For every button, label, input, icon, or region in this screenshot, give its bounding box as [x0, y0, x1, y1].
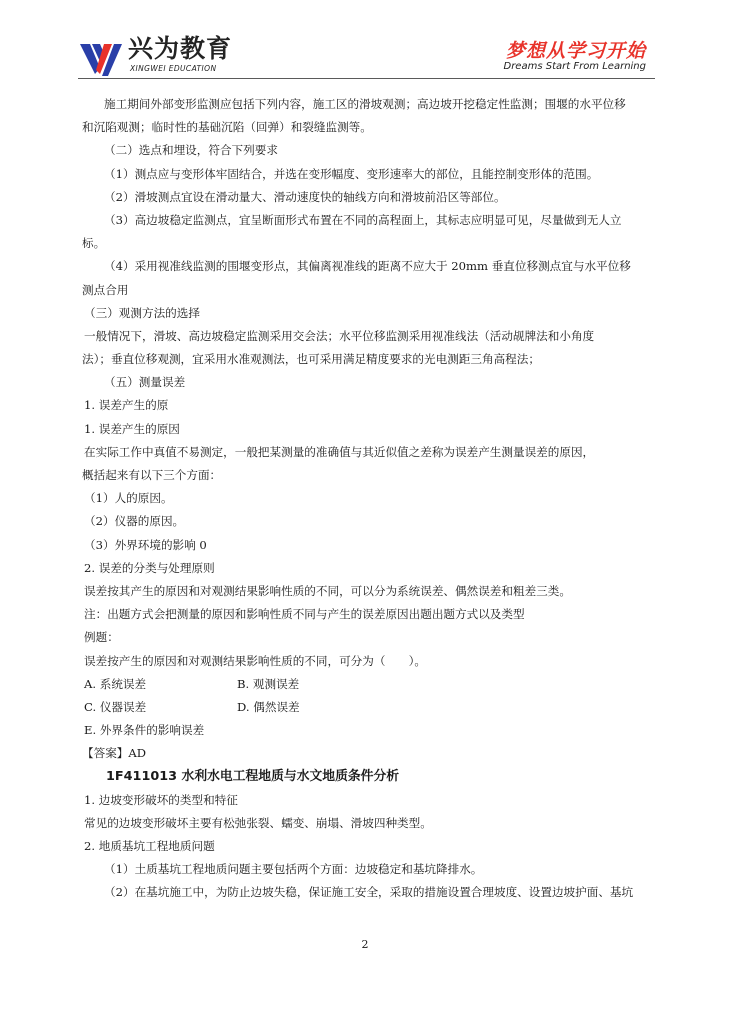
paragraph-line: 一般情况下，滑坡、高边坡稳定监测采用交会法；水平位移监测采用视准线法（活动觇牌法和小角度	[84, 328, 595, 343]
document-body	[82, 93, 658, 905]
brand-name-en: XINGWEI EDUCATION	[130, 64, 217, 73]
paragraph-line: 2. 误差的分类与处理原则	[84, 560, 215, 575]
option-a: A. 系统误差	[84, 676, 147, 691]
page-number: 2	[361, 938, 369, 951]
paragraph-line: 测点合用	[82, 282, 129, 297]
option-row	[82, 696, 658, 719]
brand-name: 兴为教育	[128, 34, 233, 63]
list-item: （3）外界环境的影响 0	[84, 537, 207, 552]
option-b: B. 观测误差	[237, 676, 300, 691]
paragraph-line: 和沉陷观测；临时性的基础沉陷（回弹）和裂缝监测等。	[82, 120, 372, 135]
paragraph-line: 标。	[82, 236, 106, 251]
paragraph-line: （2）滑坡测点宜设在滑动量大、滑动速度快的轴线方向和滑坡前沿区等部位。	[104, 189, 506, 204]
paragraph-line: 在实际工作中真值不易测定，一般把某测量的准确值与其近似值之差称为误差产生测量误差的原因，	[84, 444, 595, 459]
paragraph-line: 施工期间外部变形监测应包括下列内容，施工区的滑坡观测；高边坡开挖稳定性监测；围堰的水平位移	[104, 97, 626, 111]
paragraph-line: 1. 误差产生的原	[84, 398, 169, 413]
paragraph-line: 误差按其产生的原因和对观测结果影响性质的不同，可以分为系统误差、偶然误差和粗差三类。	[84, 583, 571, 598]
paragraph-line: （2）在基坑施工中，为防止边坡失稳，保证施工安全，采取的措施设置合理坡度、设置边坡护面、基坑	[104, 885, 634, 900]
answer-line: 【答案】AD	[82, 746, 147, 761]
header-divider	[78, 78, 655, 79]
list-item: （2）仪器的原因。	[84, 514, 185, 529]
slogan-en: Dreams Start From Learning	[503, 61, 646, 72]
option-e: E. 外界条件的影响误差	[84, 723, 205, 738]
note-line: 注：出题方式会把测量的原因和影响性质不同与产生的误差原因出题出题方式以及类型	[84, 607, 525, 622]
paragraph-line: 概括起来有以下三个方面：	[82, 468, 222, 482]
option-row	[82, 673, 658, 696]
option-c: C. 仪器误差	[84, 699, 147, 714]
paragraph-line: 常见的边坡变形破坏主要有松弛张裂、蠕变、崩塌、滑坡四种类型。	[84, 815, 432, 830]
list-item: （1）人的原因。	[84, 491, 173, 506]
slogan: 梦想从学习开始	[505, 40, 646, 62]
paragraph-line: （3）高边坡稳定监测点，宜呈断面形式布置在不同的高程面上，其标志应明显可见，尽量做到无人立	[104, 212, 622, 227]
option-d: D. 偶然误差	[237, 699, 300, 714]
paragraph-line: （1）土质基坑工程地质问题主要包括两个方面：边坡稳定和基坑降排水。	[104, 862, 483, 877]
section-heading: （三）观测方法的选择	[84, 305, 200, 320]
page-header	[0, 0, 730, 80]
paragraph-line: 1. 边坡变形破坏的类型和特征	[84, 792, 238, 807]
paragraph-line: 1. 误差产生的原因	[84, 421, 180, 436]
question-line: 误差按产生的原因和对观测结果影响性质的不同，可分为（ ）。	[84, 653, 427, 668]
paragraph-line: （4）采用视准线监测的围堰变形点，其偏离视准线的距离不应大于 20mm 垂直位移测点宜与水平位移	[104, 259, 631, 274]
paragraph-line: 2. 地质基坑工程地质问题	[84, 839, 215, 853]
example-label: 例题：	[84, 630, 119, 645]
xingwei-logo-icon	[78, 38, 124, 78]
chapter-heading: 1F411013 水利水电工程地质与水文地质条件分析	[106, 769, 400, 785]
section-heading: （五）测量误差	[104, 375, 186, 390]
paragraph-line: （1）测点应与变形体牢固结合，并选在变形幅度、变形速率大的部位，且能控制变形体的范围。	[104, 166, 599, 181]
paragraph-line: 法）；垂直位移观测，宜采用水准观测法，也可采用满足精度要求的光电测距三角高程法；	[82, 352, 540, 367]
section-heading: （二）选点和埋设，符合下列要求	[104, 143, 278, 158]
